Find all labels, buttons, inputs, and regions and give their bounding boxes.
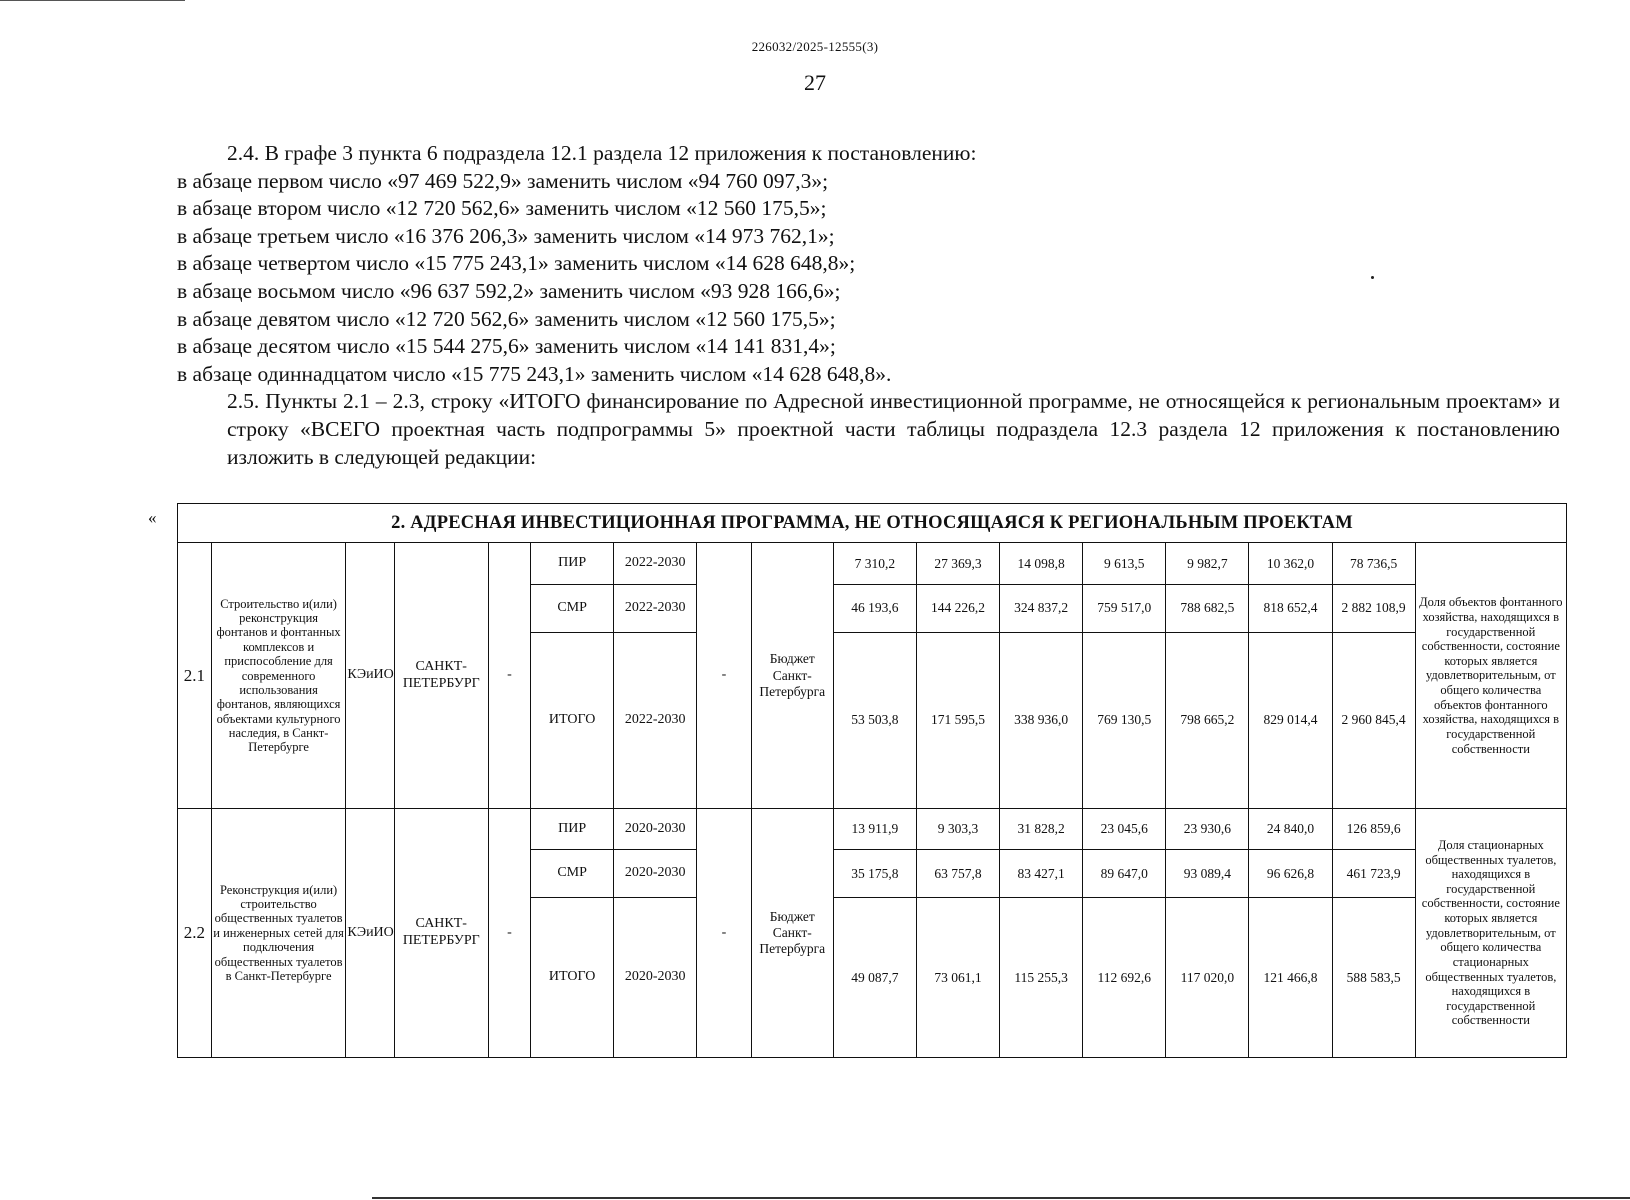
funding-value: 23 930,6	[1166, 808, 1249, 849]
stage-name: ИТОГО	[531, 898, 614, 1058]
item-executor: КЭиИО	[346, 543, 394, 809]
funding-value: 818 652,4	[1249, 584, 1332, 632]
funding-value: 13 911,9	[833, 808, 916, 849]
funding-value: 2 960 845,4	[1332, 632, 1415, 808]
table-row	[178, 543, 1567, 584]
table-row	[178, 808, 1567, 849]
amendment-line: в абзаце девятом число «12 720 562,6» заменить числом «12 560 175,5»;	[177, 306, 836, 331]
funding-value: 769 130,5	[1083, 632, 1166, 808]
stage-name: СМР	[531, 584, 614, 632]
funding-value: 10 362,0	[1249, 543, 1332, 584]
stage-years: 2020-2030	[614, 808, 697, 849]
target-indicator: Доля объектов фонтанного хозяйства, находящихся в государственной собственности, состояние которых является удовлетворительным, от общего количества объектов фонтанного хозяйства, находящихся в государственной собственности	[1415, 543, 1566, 809]
funding-value: 9 303,3	[916, 808, 999, 849]
funding-value: 126 859,6	[1332, 808, 1415, 849]
funding-value: 89 647,0	[1083, 850, 1166, 898]
funding-value: 759 517,0	[1083, 584, 1166, 632]
opening-quote: «	[148, 508, 157, 527]
funding-value: 7 310,2	[833, 543, 916, 584]
amendment-text	[177, 140, 1560, 471]
scan-edge-line-bottom	[372, 1197, 1630, 1199]
funding-value: 338 936,0	[1000, 632, 1083, 808]
funding-value: 35 175,8	[833, 850, 916, 898]
funding-value: 121 466,8	[1249, 898, 1332, 1058]
funding-value: 83 427,1	[1000, 850, 1083, 898]
stage-name: ИТОГО	[531, 632, 614, 808]
funding-value: 117 020,0	[1166, 898, 1249, 1058]
funding-value: 115 255,3	[1000, 898, 1083, 1058]
funding-value: 23 045,6	[1083, 808, 1166, 849]
funding-value: 461 723,9	[1332, 850, 1415, 898]
funding-value: 49 087,7	[833, 898, 916, 1058]
item-dash: -	[697, 543, 751, 809]
amendment-line: в абзаце втором число «12 720 562,6» заменить числом «12 560 175,5»;	[177, 196, 827, 221]
amendment-line: в абзаце первом число «97 469 522,9» заменить числом «94 760 097,3»;	[177, 168, 829, 193]
funding-value: 53 503,8	[833, 632, 916, 808]
item-number: 2.1	[178, 543, 212, 809]
funding-value: 46 193,6	[833, 584, 916, 632]
item-dash: -	[488, 543, 530, 809]
funding-value: 14 098,8	[1000, 543, 1083, 584]
funding-value: 829 014,4	[1249, 632, 1332, 808]
item-number: 2.2	[178, 808, 212, 1057]
item-description: Строительство и(или) реконструкция фонтанов и фонтанных комплексов и приспособление для современного использования фонтанов, являющихся объектами культурного наследия, в Санкт-Петербурге	[211, 543, 345, 809]
scan-edge-line	[0, 0, 185, 1]
item-dash: -	[697, 808, 751, 1057]
funding-value: 9 613,5	[1083, 543, 1166, 584]
paragraph-2-5: 2.5. Пункты 2.1 – 2.3, строку «ИТОГО финансирование по Адресной инвестиционной программе, не относящейся к региональным проектам» и строку «ВСЕГО проектная часть подпрограммы 5» проектной части таблицы подраздела 12.3 раздела 12 приложения к постановлению изложить в следующей редакции:	[227, 389, 1560, 469]
item-dash: -	[488, 808, 530, 1057]
amendment-line: в абзаце десятом число «15 544 275,6» заменить числом «14 141 831,4»;	[177, 334, 836, 359]
stage-years: 2022-2030	[614, 632, 697, 808]
investment-program-table	[177, 503, 1567, 1058]
funding-source: Бюджет Санкт-Петербурга	[751, 808, 833, 1057]
funding-value: 96 626,8	[1249, 850, 1332, 898]
funding-value: 27 369,3	[916, 543, 999, 584]
table-title: 2. АДРЕСНАЯ ИНВЕСТИЦИОННАЯ ПРОГРАММА, НЕ ОТНОСЯЩАЯСЯ К РЕГИОНАЛЬНЫМ ПРОЕКТАМ	[178, 504, 1567, 543]
document-number: 226032/2025-12555(3)	[751, 39, 879, 54]
funding-value: 2 882 108,9	[1332, 584, 1415, 632]
funding-value: 788 682,5	[1166, 584, 1249, 632]
stage-name: ПИР	[531, 543, 614, 584]
stage-years: 2020-2030	[614, 898, 697, 1058]
stage-years: 2020-2030	[614, 850, 697, 898]
amendment-line: в абзаце одиннадцатом число «15 775 243,1» заменить числом «14 628 648,8».	[177, 361, 892, 386]
funding-value: 73 061,1	[916, 898, 999, 1058]
target-indicator: Доля стационарных общественных туалетов, находящихся в государственной собственности, состояние которых является удовлетворительным, от общего количества стационарных общественных туалетов, находящихся в государственной собственности	[1415, 808, 1566, 1057]
page-number: 27	[804, 70, 826, 95]
amendment-line: в абзаце третьем число «16 376 206,3» заменить числом «14 973 762,1»;	[177, 223, 835, 248]
funding-value: 31 828,2	[1000, 808, 1083, 849]
stage-name: СМР	[531, 850, 614, 898]
table-title-row	[178, 504, 1567, 543]
funding-value: 63 757,8	[916, 850, 999, 898]
stage-years: 2022-2030	[614, 584, 697, 632]
funding-value: 112 692,6	[1083, 898, 1166, 1058]
funding-value: 9 982,7	[1166, 543, 1249, 584]
funding-value: 324 837,2	[1000, 584, 1083, 632]
paragraph-2-4-lines	[177, 168, 1560, 389]
funding-value: 24 840,0	[1249, 808, 1332, 849]
stage-name: ПИР	[531, 808, 614, 849]
amendment-line: в абзаце четвертом число «15 775 243,1» заменить числом «14 628 648,8»;	[177, 251, 856, 276]
item-territory: САНКТ-ПЕТЕРБУРГ	[394, 808, 488, 1057]
funding-value: 588 583,5	[1332, 898, 1415, 1058]
funding-value: 144 226,2	[916, 584, 999, 632]
item-territory: САНКТ-ПЕТЕРБУРГ	[394, 543, 488, 809]
stage-years: 2022-2030	[614, 543, 697, 584]
paragraph-2-4-intro: 2.4. В графе 3 пункта 6 подраздела 12.1 раздела 12 приложения к постановлению:	[227, 141, 977, 165]
item-description: Реконструкция и(или) строительство общественных туалетов и инженерных сетей для подключения общественных туалетов в Санкт-Петербурге	[211, 808, 345, 1057]
funding-value: 171 595,5	[916, 632, 999, 808]
amendment-line: в абзаце восьмом число «96 637 592,2» заменить числом «93 928 166,6»;	[177, 278, 841, 303]
funding-value: 798 665,2	[1166, 632, 1249, 808]
funding-source: Бюджет Санкт-Петербурга	[751, 543, 833, 809]
funding-value: 78 736,5	[1332, 543, 1415, 584]
funding-value: 93 089,4	[1166, 850, 1249, 898]
item-executor: КЭиИО	[346, 808, 394, 1057]
